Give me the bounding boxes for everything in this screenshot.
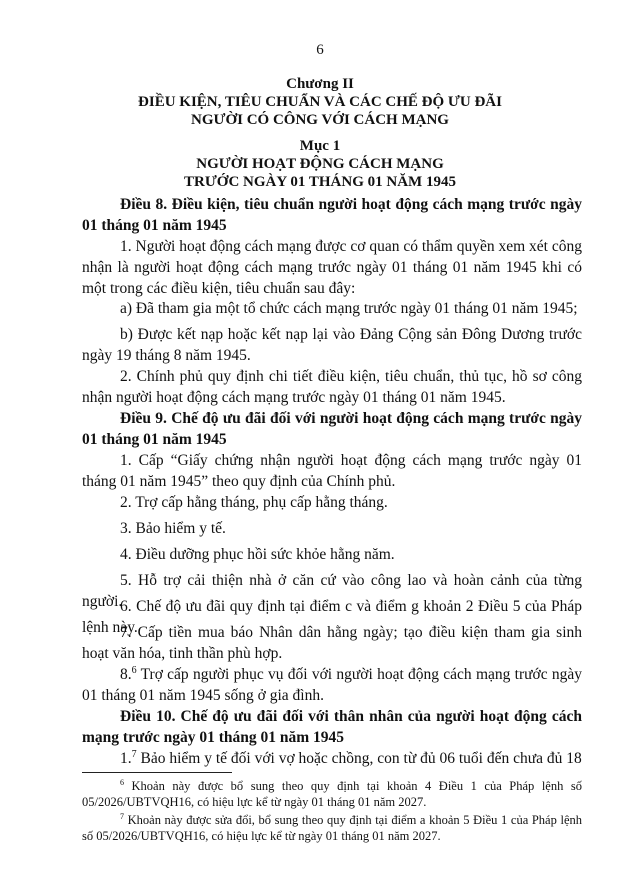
footnote-separator bbox=[82, 772, 232, 773]
article-8-clause-1: 1. Người hoạt động cách mạng được cơ quan có thẩm quyền xem xét công nhận là người hoạt động cách mạng trước ngày 01 tháng 01 năm 1945 khi có một trong các điều kiện, tiêu chuẩn sau đây: bbox=[82, 238, 582, 297]
section-title-line1: NGƯỜI HOẠT ĐỘNG CÁCH MẠNG bbox=[196, 156, 444, 172]
article-8-clause-2: 2. Chính phủ quy định chi tiết điều kiện, tiêu chuẩn, thủ tục, hồ sơ công nhận người hoạt động cách mạng trước ngày 01 tháng 01 năm 1945. bbox=[82, 368, 582, 406]
chapter-title-line2: NGƯỜI CÓ CÔNG VỚI CÁCH MẠNG bbox=[191, 112, 449, 128]
footnote-ref-7[interactable]: 7 bbox=[131, 748, 137, 760]
clause-number: 8. bbox=[120, 666, 132, 683]
article-9-clause-2: 2. Trợ cấp hằng tháng, phụ cấp hằng tháng. bbox=[120, 494, 388, 511]
footnote-text: Khoản này được sửa đổi, bổ sung theo quy định tại điểm a khoản 5 Điều 1 của Pháp lệnh số 05/2026/UBTVQH16, có hiệu lực kể từ ngày 01 tháng 01 năm 2027. bbox=[82, 813, 582, 843]
article-8-heading: Điều 8. Điều kiện, tiêu chuẩn người hoạt động cách mạng trước ngày 01 tháng 01 năm 1945 bbox=[82, 196, 582, 234]
footnote-mark: 6 bbox=[120, 777, 124, 787]
article-9-clause-6: 6. Chế độ ưu đãi quy định tại điểm c và điểm g khoản 2 Điều 5 của Pháp lệnh này. bbox=[82, 598, 582, 636]
section-title-line2: TRƯỚC NGÀY 01 THÁNG 01 NĂM 1945 bbox=[184, 174, 456, 190]
article-9-clause-8 bbox=[82, 664, 582, 706]
chapter-label: Chương II bbox=[286, 76, 354, 92]
article-9-clause-7: 7. Cấp tiền mua báo Nhân dân hằng ngày; tạo điều kiện tham gia sinh hoạt văn hóa, tinh thần phù hợp. bbox=[82, 624, 582, 662]
section-label: Mục 1 bbox=[299, 138, 341, 154]
clause-number: 1. bbox=[120, 750, 132, 767]
footnote-mark: 7 bbox=[120, 811, 124, 821]
footnote-6 bbox=[82, 778, 582, 810]
article-9-clause-4: 4. Điều dưỡng phục hồi sức khỏe hằng năm. bbox=[120, 546, 395, 563]
article-10-heading: Điều 10. Chế độ ưu đãi đối với thân nhân của người hoạt động cách mạng trước ngày 01 tháng 01 năm 1945 bbox=[82, 708, 582, 746]
clause-text: Trợ cấp người phục vụ đối với người hoạt động cách mạng trước ngày 01 tháng 01 năm 1945 sống ở gia đình. bbox=[82, 666, 582, 704]
article-9-clause-5: 5. Hỗ trợ cải thiện nhà ở căn cứ vào công lao và hoàn cảnh của từng người. bbox=[82, 572, 582, 610]
footnote-7 bbox=[82, 812, 582, 844]
article-10-clause-1 bbox=[82, 748, 582, 769]
article-8-point-b: b) Được kết nạp hoặc kết nạp lại vào Đảng Cộng sản Đông Dương trước ngày 19 tháng 8 năm 1945. bbox=[82, 326, 582, 364]
footnote-text: Khoản này được bổ sung theo quy định tại khoản 4 Điều 1 của Pháp lệnh số 05/2026/UBTVQH16, có hiệu lực kể từ ngày 01 tháng 01 năm 2027. bbox=[82, 779, 582, 809]
article-8-point-a: a) Đã tham gia một tổ chức cách mạng trước ngày 01 tháng 01 năm 1945; bbox=[120, 300, 578, 317]
footnote-ref-6[interactable]: 6 bbox=[131, 664, 137, 676]
article-9-heading: Điều 9. Chế độ ưu đãi đối với người hoạt động cách mạng trước ngày 01 tháng 01 năm 1945 bbox=[82, 410, 582, 448]
chapter-title-line1: ĐIỀU KIỆN, TIÊU CHUẨN VÀ CÁC CHẾ ĐỘ ƯU ĐÃI bbox=[138, 94, 502, 110]
clause-text: Bảo hiểm y tế đối với vợ hoặc chồng, con từ đủ 06 tuổi đến chưa đủ 18 bbox=[136, 750, 582, 767]
article-9-clause-3: 3. Bảo hiểm y tế. bbox=[120, 520, 226, 537]
page-number: 6 bbox=[316, 42, 324, 58]
article-9-clause-1: 1. Cấp “Giấy chứng nhận người hoạt động cách mạng trước ngày 01 tháng 01 năm 1945” theo quy định của Chính phủ. bbox=[82, 452, 582, 490]
